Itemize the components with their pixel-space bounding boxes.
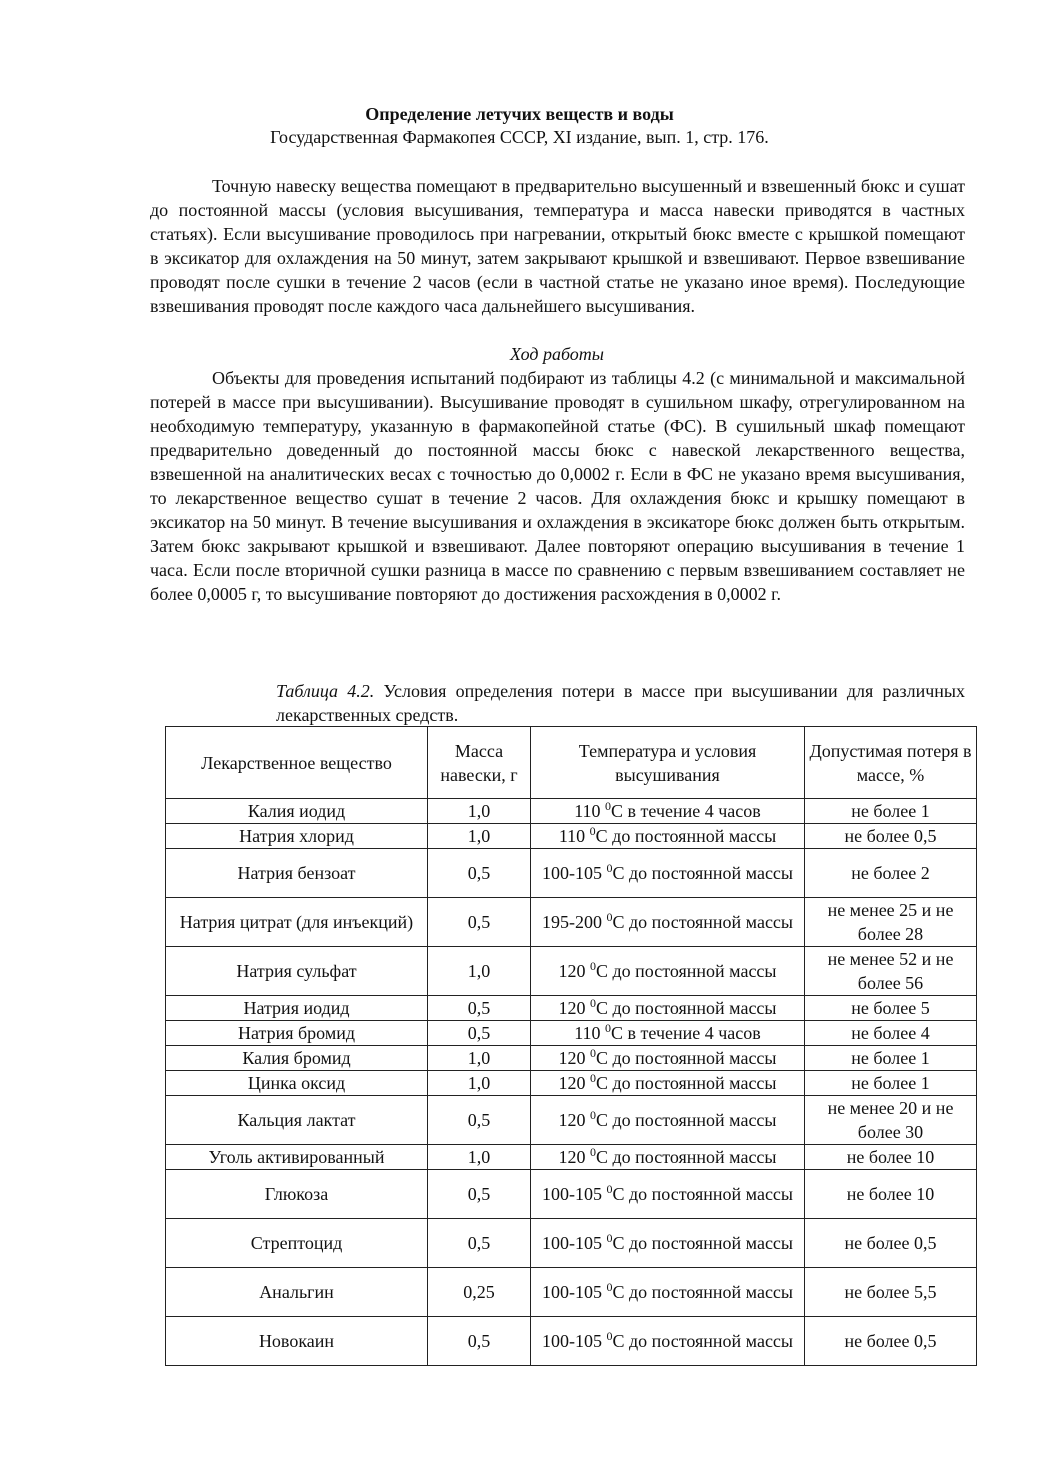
condition-text: С до постоянной массы — [612, 1331, 794, 1351]
degree-mark: 0 — [589, 959, 596, 973]
degree-mark: 0 — [589, 1071, 596, 1085]
cell-mass: 1,0 — [428, 1145, 531, 1170]
degree-mark: 0 — [605, 799, 612, 813]
cell-loss: не менее 20 и не более 30 — [805, 1096, 977, 1145]
temperature-value: 120 — [558, 1073, 586, 1093]
cell-substance: Калия бромид — [166, 1046, 428, 1071]
cell-loss: не более 5 — [805, 996, 977, 1021]
table-row — [166, 1317, 977, 1366]
cell-mass: 0,5 — [428, 898, 531, 947]
cell-loss: не более 0,5 — [805, 1317, 977, 1366]
section-heading: Ход работы — [509, 344, 604, 364]
cell-mass: 0,5 — [428, 1170, 531, 1219]
temperature-value: 100-105 — [541, 1233, 602, 1253]
table-caption-label: Таблица 4.2. — [276, 681, 375, 701]
cell-conditions — [531, 1219, 805, 1268]
condition-text: С до постоянной массы — [612, 863, 794, 883]
table-caption — [276, 679, 965, 727]
cell-substance: Натрия иодид — [166, 996, 428, 1021]
cell-mass: 0,5 — [428, 1096, 531, 1145]
table-row — [166, 1046, 977, 1071]
column-header-mass: Масса навески, г — [428, 727, 531, 799]
cell-conditions — [531, 1317, 805, 1366]
cell-substance: Анальгин — [166, 1268, 428, 1317]
table-caption-text: Условия определения потери в массе при высушивании для различных лекарственных средств. — [276, 681, 965, 725]
cell-conditions — [531, 799, 805, 824]
table-row — [166, 1021, 977, 1046]
cell-substance: Натрия хлорид — [166, 824, 428, 849]
table-row — [166, 1096, 977, 1145]
cell-mass: 0,5 — [428, 1021, 531, 1046]
cell-substance: Цинка оксид — [166, 1071, 428, 1096]
cell-mass: 1,0 — [428, 1071, 531, 1096]
cell-substance: Новокаин — [166, 1317, 428, 1366]
temperature-value: 120 — [558, 1147, 586, 1167]
table-header-row — [166, 727, 977, 799]
cell-loss: не более 1 — [805, 1046, 977, 1071]
degree-mark: 0 — [589, 996, 596, 1010]
table-row — [166, 824, 977, 849]
cell-substance: Натрия бромид — [166, 1021, 428, 1046]
cell-mass: 0,25 — [428, 1268, 531, 1317]
paragraph-procedure: Объекты для проведения испытаний подбирают из таблицы 4.2 (с минимальной и максимальной потерей в массе при высушивании). Высушивание проводят в сушильном шкафу, отрегулированном на необходимую температуру, указанную в фармакопейной статье (ФС). В сушильный шкаф помещают предварительно доведенный до постоянной массы бюкс с навеской лекарственного вещества, взвешенной на аналитических весах с точностью до 0,0002 г. Если в ФС не указано время высушивания, то лекарственное вещество сушат в течение 2 часов. Для охлаждения бюкс и крышку помещают в эксикатор на 50 минут. В течение высушивания и охлаждения в эксикаторе бюкс должен быть открытым. Затем бюкс закрывают крышкой и взвешивают. Далее повторяют операцию высушивания в течение 1 часа. Если после вторичной сушки разница в массе по сравнению с первым взвешиванием составляет не более 0,0005 г, то высушивание повторяют до достижения расхождения в 0,0002 г. — [150, 368, 965, 604]
condition-text: С до постоянной массы — [612, 912, 794, 932]
temperature-value: 100-105 — [541, 1282, 602, 1302]
cell-loss: не более 1 — [805, 1071, 977, 1096]
cell-loss: не более 1 — [805, 799, 977, 824]
temperature-value: 110 — [574, 1023, 601, 1043]
cell-conditions — [531, 824, 805, 849]
temperature-value: 110 — [558, 826, 586, 846]
condition-text: С до постоянной массы — [595, 1073, 777, 1093]
cell-substance: Уголь активированный — [166, 1145, 428, 1170]
temperature-value: 120 — [558, 998, 586, 1018]
cell-substance: Калия иодид — [166, 799, 428, 824]
cell-loss: не более 10 — [805, 1145, 977, 1170]
cell-conditions — [531, 849, 805, 898]
cell-substance: Стрептоцид — [166, 1219, 428, 1268]
cell-loss: не более 0,5 — [805, 1219, 977, 1268]
degree-mark: 0 — [589, 1046, 596, 1060]
table-row — [166, 947, 977, 996]
cell-mass: 0,5 — [428, 996, 531, 1021]
drying-conditions-table — [165, 726, 977, 1366]
table-row — [166, 1170, 977, 1219]
cell-conditions — [531, 996, 805, 1021]
condition-text: С до постоянной массы — [612, 1282, 794, 1302]
cell-loss: не более 4 — [805, 1021, 977, 1046]
cell-mass: 1,0 — [428, 799, 531, 824]
temperature-value: 120 — [558, 1110, 586, 1130]
degree-mark: 0 — [606, 910, 613, 924]
cell-loss: не менее 25 и не более 28 — [805, 898, 977, 947]
degree-mark: 0 — [606, 1231, 613, 1245]
cell-conditions — [531, 1096, 805, 1145]
cell-loss: не более 5,5 — [805, 1268, 977, 1317]
condition-text: С до постоянной массы — [595, 961, 777, 981]
table-row — [166, 1071, 977, 1096]
degree-mark: 0 — [589, 1145, 596, 1159]
cell-substance: Глюкоза — [166, 1170, 428, 1219]
cell-conditions — [531, 1170, 805, 1219]
degree-mark: 0 — [606, 861, 613, 875]
temperature-value: 195-200 — [541, 912, 602, 932]
table-row — [166, 799, 977, 824]
temperature-value: 120 — [558, 1048, 586, 1068]
condition-text: С до постоянной массы — [612, 1233, 794, 1253]
cell-mass: 0,5 — [428, 1219, 531, 1268]
table-row — [166, 898, 977, 947]
cell-mass: 0,5 — [428, 1317, 531, 1366]
condition-text: С в течение 4 часов — [611, 801, 761, 821]
cell-loss: не менее 52 и не более 56 — [805, 947, 977, 996]
degree-mark: 0 — [606, 1280, 613, 1294]
cell-conditions — [531, 947, 805, 996]
condition-text: С до постоянной массы — [595, 998, 777, 1018]
cell-mass: 0,5 — [428, 849, 531, 898]
temperature-value: 110 — [574, 801, 601, 821]
document-title: Определение летучих веществ и воды — [365, 104, 674, 124]
condition-text: С до постоянной массы — [595, 1048, 777, 1068]
condition-text: С до постоянной массы — [612, 1184, 794, 1204]
condition-text: С в течение 4 часов — [611, 1023, 761, 1043]
temperature-value: 100-105 — [541, 1331, 602, 1351]
cell-conditions — [531, 1021, 805, 1046]
degree-mark: 0 — [589, 1108, 596, 1122]
condition-text: С до постоянной массы — [595, 826, 777, 846]
cell-mass: 1,0 — [428, 1046, 531, 1071]
cell-conditions — [531, 1145, 805, 1170]
cell-conditions — [531, 1046, 805, 1071]
table-row — [166, 1145, 977, 1170]
cell-substance: Натрия цитрат (для инъекций) — [166, 898, 428, 947]
condition-text: С до постоянной массы — [595, 1110, 777, 1130]
paragraph-intro: Точную навеску вещества помещают в предварительно высушенный и взвешенный бюкс и сушат до постоянной массы (условия высушивания, температура и масса навески приводятся в частных статьях). Если высушивание проводилось при нагревании, открытый бюкс вместе с крышкой помещают в эксикатор для охлаждения на 50 минут, затем закрывают крышкой и взвешивают. Первое взвешивание проводят после сушки в течение 2 часов (если в частной статье не указано иное время). Последующие взвешивания проводят после каждого часа дальнейшего высушивания. — [150, 176, 965, 316]
temperature-value: 100-105 — [541, 1184, 602, 1204]
degree-mark: 0 — [589, 824, 596, 838]
cell-conditions — [531, 1071, 805, 1096]
cell-loss: не более 10 — [805, 1170, 977, 1219]
degree-mark: 0 — [606, 1182, 613, 1196]
column-header-substance: Лекарственное вещество — [166, 727, 428, 799]
cell-mass: 1,0 — [428, 824, 531, 849]
temperature-value: 100-105 — [541, 863, 602, 883]
cell-loss: не более 0,5 — [805, 824, 977, 849]
document-source: Государственная Фармакопея СССР, XI издание, вып. 1, стр. 176. — [270, 127, 769, 147]
cell-conditions — [531, 898, 805, 947]
cell-loss: не более 2 — [805, 849, 977, 898]
cell-conditions — [531, 1268, 805, 1317]
table-body — [166, 799, 977, 1366]
condition-text: С до постоянной массы — [595, 1147, 777, 1167]
table-row — [166, 996, 977, 1021]
cell-substance: Натрия сульфат — [166, 947, 428, 996]
table-row — [166, 849, 977, 898]
cell-substance: Кальция лактат — [166, 1096, 428, 1145]
column-header-loss: Допустимая потеря в массе, % — [805, 727, 977, 799]
table-row — [166, 1268, 977, 1317]
temperature-value: 120 — [558, 961, 586, 981]
degree-mark: 0 — [606, 1329, 613, 1343]
column-header-conditions: Температура и условия высушивания — [531, 727, 805, 799]
degree-mark: 0 — [605, 1021, 612, 1035]
cell-substance: Натрия бензоат — [166, 849, 428, 898]
table-row — [166, 1219, 977, 1268]
cell-mass: 1,0 — [428, 947, 531, 996]
